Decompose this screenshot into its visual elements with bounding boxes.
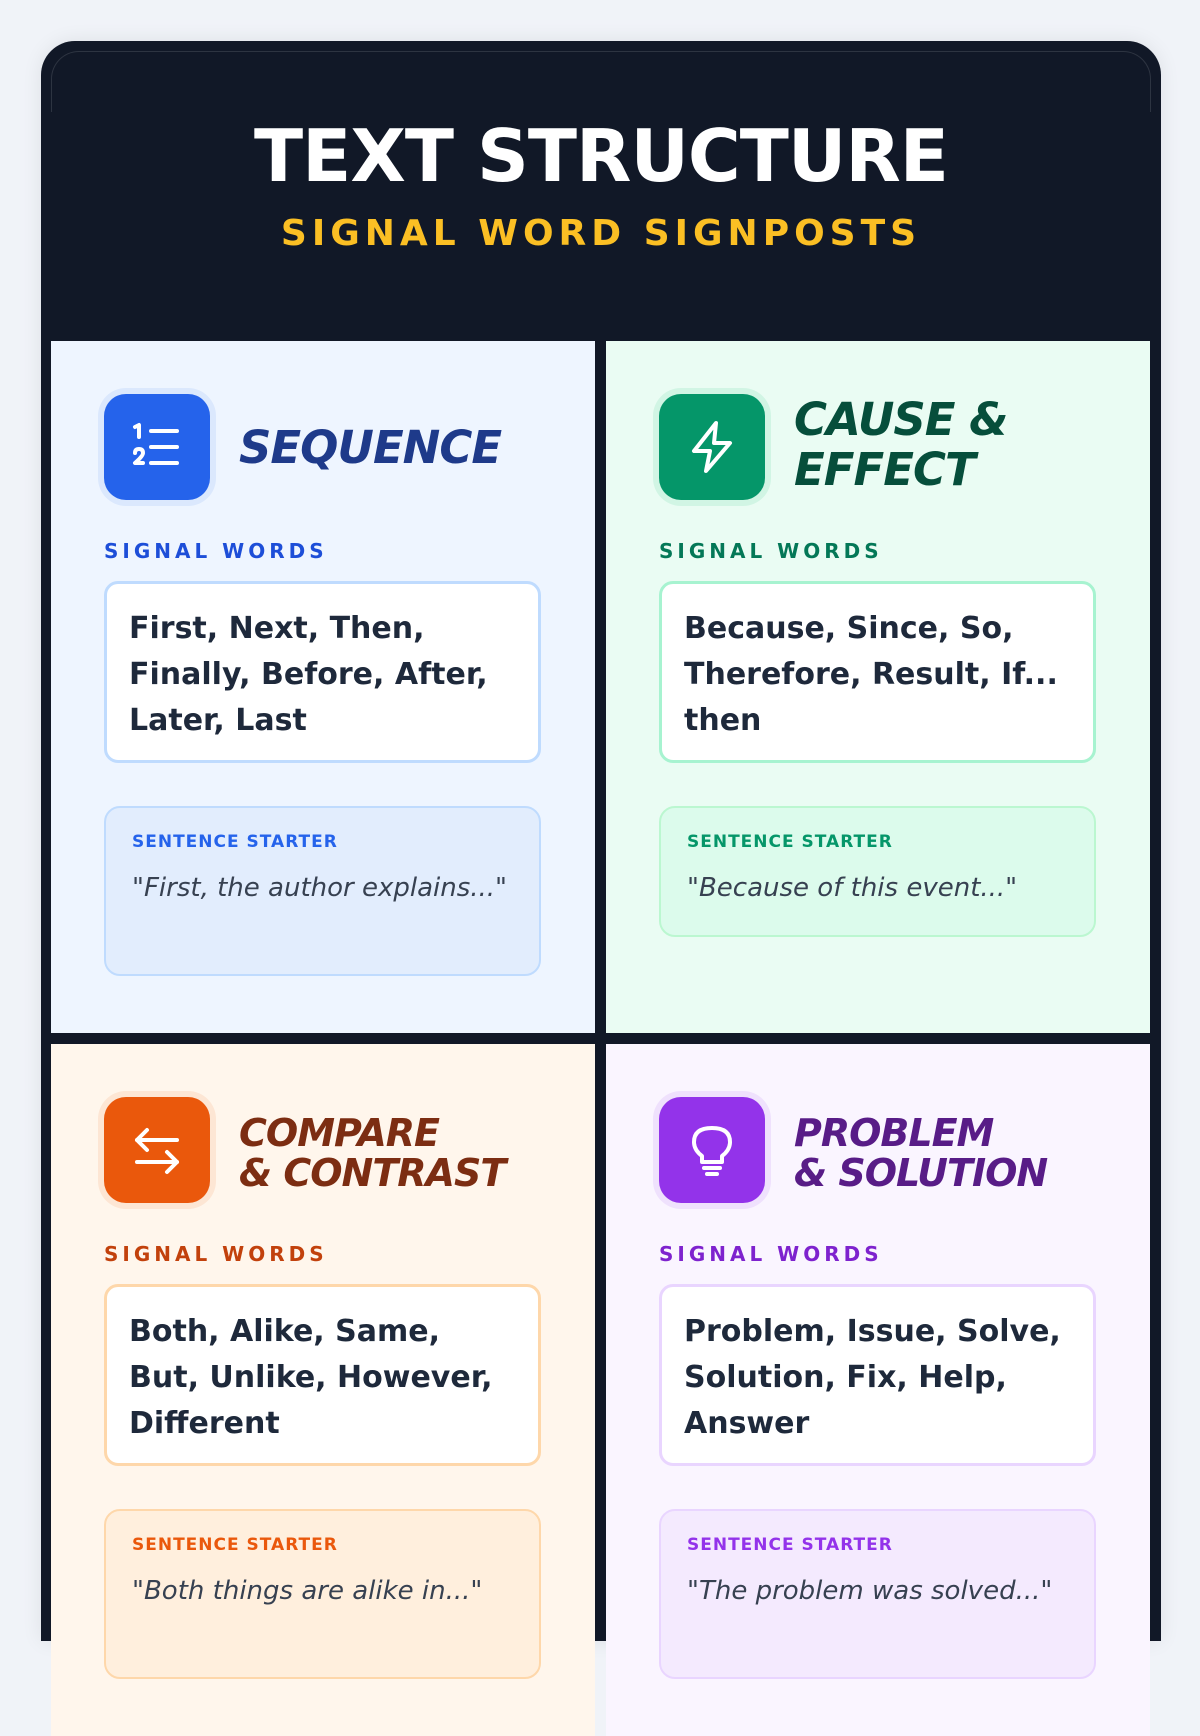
signal-words-label: SIGNAL WORDS [659, 1242, 883, 1266]
page-title: TEXT STRUCTURE [254, 114, 948, 198]
sentence-starter-text: "First, the author explains..." [132, 873, 508, 903]
sentence-starter-text: "Because of this event..." [687, 873, 1018, 903]
panel-title: PROBLEM & SOLUTION [794, 1111, 1048, 1195]
sentence-starter-box [104, 1509, 541, 1679]
panel-title: CAUSE & EFFECT [794, 393, 1008, 496]
panel-title: SEQUENCE [239, 421, 502, 474]
numbered-list-icon [104, 394, 210, 500]
lightbulb-icon [659, 1097, 765, 1203]
sentence-starter-box [659, 1509, 1096, 1679]
signal-words-label: SIGNAL WORDS [659, 539, 883, 563]
signal-words-box: Problem, Issue, Solve, Solution, Fix, Help, Answer [659, 1284, 1096, 1466]
sentence-starter-label: SENTENCE STARTER [132, 832, 338, 852]
sentence-starter-box [104, 806, 541, 976]
panel-sequence [51, 341, 595, 1033]
sentence-starter-label: SENTENCE STARTER [687, 1535, 893, 1555]
sentence-starter-label: SENTENCE STARTER [132, 1535, 338, 1555]
panel-cause-effect [606, 341, 1150, 1033]
header [41, 41, 1161, 341]
signal-words-label: SIGNAL WORDS [104, 539, 328, 563]
sentence-starter-text: "The problem was solved..." [687, 1576, 1053, 1606]
signal-words-box: First, Next, Then, Finally, Before, After, Later, Last [104, 581, 541, 763]
panel-compare-contrast [51, 1044, 595, 1736]
lightning-icon [659, 394, 765, 500]
sentence-starter-box [659, 806, 1096, 937]
sentence-starter-text: "Both things are alike in..." [132, 1576, 483, 1606]
signal-words-box: Both, Alike, Same, But, Unlike, However, Different [104, 1284, 541, 1466]
page-subtitle: SIGNAL WORD SIGNPOSTS [280, 213, 922, 254]
panel-problem-solution [606, 1044, 1150, 1736]
signal-words-label: SIGNAL WORDS [104, 1242, 328, 1266]
sentence-starter-label: SENTENCE STARTER [687, 832, 893, 852]
panel-title: COMPARE & CONTRAST [239, 1111, 506, 1195]
signal-words-box: Because, Since, So, Therefore, Result, If... then [659, 581, 1096, 763]
swap-arrows-icon [104, 1097, 210, 1203]
